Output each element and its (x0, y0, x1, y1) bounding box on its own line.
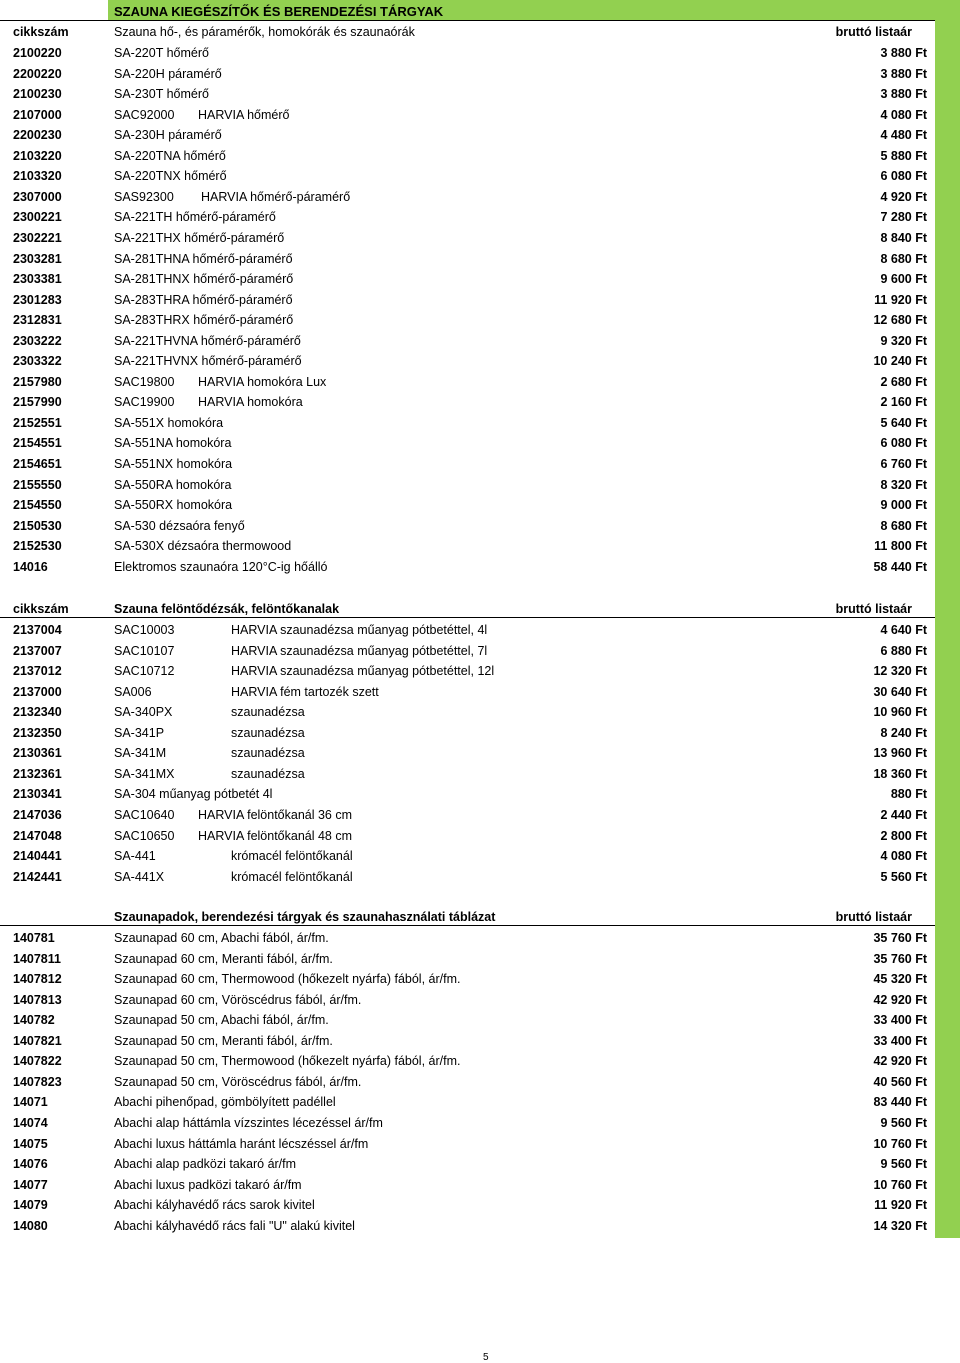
item-price: 42 920 Ft (873, 1054, 927, 1069)
item-description: HARVIA szaunadézsa műanyag pótbetéttel, 4l (231, 623, 488, 637)
table-row (0, 1137, 935, 1157)
item-price: 6 880 Ft (880, 643, 927, 658)
item-price: 11 920 Ft (874, 292, 927, 307)
item-code: 2137000 (13, 684, 62, 699)
table-row (0, 416, 935, 436)
item-model: Szaunapad 50 cm, Vöröscédrus fából, ár/fm. (114, 1074, 362, 1089)
item-price: 83 440 Ft (873, 1095, 927, 1110)
item-description: HARVIA felöntőkanál 36 cm (198, 807, 353, 822)
item-price: 6 080 Ft (880, 169, 927, 184)
item-price: 9 560 Ft (880, 1157, 927, 1172)
item-model: Szaunapad 50 cm, Thermowood (hőkezelt nyárfa) fából, ár/fm. (114, 1054, 461, 1069)
table-row (0, 498, 935, 518)
item-price: 4 920 Ft (880, 189, 927, 204)
table-row (0, 808, 935, 828)
item-code: 14076 (13, 1157, 48, 1172)
item-description: krómacél felöntőkanál (231, 869, 353, 884)
item-price: 11 920 Ft (874, 1198, 927, 1213)
item-code: 14079 (13, 1198, 48, 1213)
table-row (0, 1178, 935, 1198)
item-code: 2130341 (13, 787, 62, 802)
item-model: SA-220H páramérő (114, 66, 222, 81)
item-price: 5 880 Ft (880, 148, 927, 163)
item-model: SA-221THX hőmérő-páramérő (114, 230, 285, 245)
item-code: 2303222 (13, 333, 62, 348)
item-model: SA-550RA homokóra (114, 477, 232, 492)
item-price: 5 640 Ft (880, 415, 927, 430)
divider (0, 925, 935, 926)
item-price: 9 560 Ft (880, 1115, 927, 1130)
page-title: SZAUNA KIEGÉSZÍTŐK ÉS BERENDEZÉSI TÁRGYAK (114, 4, 444, 19)
item-model: SA-220TNA hőmérő (114, 148, 226, 163)
item-price: 4 080 Ft (880, 107, 927, 122)
item-code: 1407821 (13, 1033, 62, 1048)
item-model: SA-441 (114, 849, 156, 864)
item-code: 2100220 (13, 46, 62, 60)
table-row (0, 128, 935, 148)
item-code: 2303281 (13, 251, 62, 266)
item-price: 9 320 Ft (880, 333, 927, 348)
item-code: 1407822 (13, 1054, 62, 1069)
item-price: 12 320 Ft (873, 664, 927, 679)
table-row (0, 108, 935, 128)
item-code: 140782 (13, 1013, 55, 1028)
item-price: 6 760 Ft (880, 457, 927, 471)
item-code: 14080 (13, 1218, 48, 1233)
item-code: 2200220 (13, 66, 62, 81)
item-model: SA-230T hőmérő (114, 87, 209, 102)
item-price: 4 640 Ft (880, 623, 927, 637)
item-model: Abachi pihenőpad, gömbölyített padéllel (114, 1095, 336, 1110)
item-price: 14 320 Ft (873, 1218, 927, 1233)
column-header-price: bruttó listaár (835, 602, 912, 616)
item-code: 2100230 (13, 87, 62, 102)
table-row (0, 952, 935, 972)
item-model: SA-341M (114, 746, 167, 761)
table-row (0, 169, 935, 189)
column-header-price: bruttó listaár (835, 910, 912, 924)
item-code: 2303381 (13, 272, 62, 287)
section-header (0, 910, 935, 930)
item-model: SA-221THVNA hőmérő-páramérő (114, 333, 301, 348)
item-code: 2155550 (13, 477, 62, 492)
item-price: 6 080 Ft (880, 436, 927, 451)
item-model: Abachi kályhavédő rács sarok kivitel (114, 1198, 315, 1213)
item-model: SA-530X dézsaóra thermowood (114, 539, 292, 554)
table-row (0, 1095, 935, 1115)
item-price: 3 880 Ft (880, 87, 927, 102)
section-title: Szauna felöntődézsák, felöntőkanalak (114, 602, 340, 616)
item-description: szaunadézsa (231, 705, 305, 720)
item-price: 8 240 Ft (880, 725, 927, 740)
item-price: 10 240 Ft (873, 354, 927, 369)
item-price: 42 920 Ft (873, 992, 927, 1007)
table-row (0, 1054, 935, 1074)
table-row (0, 644, 935, 664)
item-code: 2103220 (13, 148, 62, 163)
item-description: szaunadézsa (231, 725, 305, 740)
table-row (0, 293, 935, 313)
item-model: SA-283THRA hőmérő-páramérő (114, 292, 293, 307)
item-model: SA-304 műanyag pótbetét 4l (114, 787, 273, 802)
item-price: 4 080 Ft (880, 849, 927, 864)
table-row (0, 931, 935, 951)
item-model: SA-551NA homokóra (114, 436, 232, 451)
item-model: SA006 (114, 684, 152, 699)
item-code: 2307000 (13, 189, 62, 204)
item-model: Abachi luxus háttámla haránt lécszéssel ár/fm (114, 1136, 369, 1151)
table-row (0, 1034, 935, 1054)
item-description: HARVIA szaunadézsa műanyag pótbetéttel, 12l (231, 664, 495, 679)
table-row (0, 705, 935, 725)
item-price: 40 560 Ft (873, 1074, 927, 1089)
item-description: HARVIA hőmérő-páramérő (201, 189, 351, 204)
item-code: 1407811 (13, 951, 61, 966)
item-price: 8 320 Ft (880, 477, 927, 492)
table-row (0, 313, 935, 333)
item-code: 2152530 (13, 539, 62, 554)
table-row (0, 436, 935, 456)
table-row (0, 252, 935, 272)
item-price: 2 800 Ft (880, 828, 927, 843)
item-price: 11 800 Ft (874, 539, 927, 554)
item-model: Szaunapad 50 cm, Meranti fából, ár/fm. (114, 1033, 333, 1048)
item-model: SA-441X (114, 869, 165, 884)
table-row (0, 272, 935, 292)
item-description: HARVIA homokóra (198, 395, 303, 410)
item-code: 2157990 (13, 395, 62, 410)
table-row (0, 664, 935, 684)
table-row (0, 375, 935, 395)
table-row (0, 1198, 935, 1218)
item-model: SA-221THVNX hőmérő-páramérő (114, 354, 302, 369)
table-row (0, 829, 935, 849)
item-price: 4 480 Ft (880, 128, 927, 143)
table-row (0, 395, 935, 415)
table-row (0, 1013, 935, 1033)
item-model: SA-230H páramérő (114, 128, 222, 143)
item-code: 2152551 (13, 415, 62, 430)
table-row (0, 767, 935, 787)
item-code: 2137012 (13, 664, 62, 679)
item-model: Szaunapad 60 cm, Vöröscédrus fából, ár/fm. (114, 992, 362, 1007)
item-model: SA-220T hőmérő (114, 46, 209, 60)
column-header-code: cikkszám (13, 25, 69, 39)
item-description: HARVIA hőmérő (198, 107, 290, 122)
item-model: SAC92000 (114, 107, 175, 122)
item-description: HARVIA fém tartozék szett (231, 684, 379, 699)
item-code: 2147036 (13, 807, 62, 822)
table-row (0, 46, 935, 66)
item-model: SAC19900 (114, 395, 175, 410)
item-price: 9 600 Ft (880, 272, 927, 287)
item-code: 2140441 (13, 849, 62, 864)
item-price: 8 840 Ft (880, 230, 927, 245)
green-side-bar (935, 0, 960, 1238)
item-model: Abachi alap háttámla vízszintes lécezéssel ár/fm (114, 1115, 383, 1130)
section-title: Szauna hő-, és páramérők, homokórák és szaunaórák (114, 25, 415, 39)
item-description: szaunadézsa (231, 766, 305, 781)
item-code: 2312831 (13, 313, 62, 328)
item-code: 2132350 (13, 725, 62, 740)
item-description: HARVIA homokóra Lux (198, 374, 327, 389)
item-price: 12 680 Ft (873, 313, 927, 328)
item-code: 2302221 (13, 230, 62, 245)
item-code: 2150530 (13, 518, 62, 533)
item-code: 14016 (13, 559, 48, 574)
table-row (0, 519, 935, 539)
item-price: 33 400 Ft (873, 1033, 927, 1048)
table-row (0, 334, 935, 354)
item-price: 2 680 Ft (880, 374, 927, 389)
item-model: SA-221TH hőmérő-páramérő (114, 210, 276, 225)
item-code: 14077 (13, 1177, 48, 1192)
item-price: 3 880 Ft (880, 66, 927, 81)
item-model: SA-281THNA hőmérő-páramérő (114, 251, 293, 266)
item-code: 2200230 (13, 128, 62, 143)
item-code: 2300221 (13, 210, 62, 225)
item-price: 35 760 Ft (873, 931, 927, 945)
item-model: SAC10003 (114, 623, 175, 637)
item-code: 2147048 (13, 828, 62, 843)
table-row (0, 746, 935, 766)
item-price: 10 760 Ft (873, 1177, 927, 1192)
item-code: 2137007 (13, 643, 62, 658)
item-price: 35 760 Ft (873, 951, 927, 966)
item-code: 2303322 (13, 354, 62, 369)
table-row (0, 993, 935, 1013)
item-code: 14071 (13, 1095, 48, 1110)
item-model: SAC10712 (114, 664, 175, 679)
item-model: Szaunapad 60 cm, Thermowood (hőkezelt nyárfa) fából, ár/fm. (114, 972, 461, 987)
table-row (0, 870, 935, 890)
table-row (0, 1219, 935, 1239)
item-model: SAS92300 (114, 189, 174, 204)
item-model: Szaunapad 60 cm, Abachi fából, ár/fm. (114, 931, 329, 945)
item-price: 10 760 Ft (873, 1136, 927, 1151)
table-row (0, 726, 935, 746)
item-price: 33 400 Ft (873, 1013, 927, 1028)
item-price: 58 440 Ft (873, 559, 927, 574)
table-row (0, 1075, 935, 1095)
item-description: szaunadézsa (231, 746, 305, 761)
item-code: 1407812 (13, 972, 62, 987)
table-row (0, 787, 935, 807)
item-price: 30 640 Ft (873, 684, 927, 699)
table-row (0, 210, 935, 230)
item-price: 8 680 Ft (880, 251, 927, 266)
table-row (0, 685, 935, 705)
table-row (0, 972, 935, 992)
table-row (0, 231, 935, 251)
table-row (0, 67, 935, 87)
item-code: 140781 (13, 931, 55, 945)
item-model: SA-551X homokóra (114, 415, 224, 430)
item-price: 10 960 Ft (873, 705, 927, 720)
table-row (0, 478, 935, 498)
item-price: 9 000 Ft (880, 498, 927, 513)
item-code: 2154551 (13, 436, 62, 451)
column-header-price: bruttó listaár (835, 25, 912, 39)
item-model: Szaunapad 50 cm, Abachi fából, ár/fm. (114, 1013, 329, 1028)
item-price: 18 360 Ft (873, 766, 927, 781)
item-model: SAC19800 (114, 374, 175, 389)
table-row (0, 849, 935, 869)
section-title: Szaunapadok, berendezési tárgyak és szaunahasználati táblázat (114, 910, 496, 924)
table-row (0, 190, 935, 210)
table-row (0, 354, 935, 374)
item-price: 3 880 Ft (880, 46, 927, 60)
table-row (0, 149, 935, 169)
item-description: HARVIA szaunadézsa műanyag pótbetéttel, 7l (231, 643, 488, 658)
item-model: SA-281THNX hőmérő-páramérő (114, 272, 294, 287)
item-description: HARVIA felöntőkanál 48 cm (198, 828, 353, 843)
item-model: SAC10650 (114, 828, 175, 843)
item-model: Abachi luxus padközi takaró ár/fm (114, 1177, 302, 1192)
table-row (0, 560, 935, 580)
section-header (0, 602, 935, 622)
item-model: SA-341MX (114, 766, 175, 781)
item-model: SA-340PX (114, 705, 173, 720)
item-price: 5 560 Ft (880, 869, 927, 884)
item-code: 2157980 (13, 374, 62, 389)
item-model: SAC10107 (114, 643, 175, 658)
item-model: SA-530 dézsaóra fenyő (114, 518, 245, 533)
item-model: SA-341P (114, 725, 165, 740)
item-code: 14075 (13, 1136, 48, 1151)
item-price: 13 960 Ft (873, 746, 927, 761)
table-row (0, 1116, 935, 1136)
item-model: Abachi kályhavédő rács fali "U" alakú kivitel (114, 1218, 355, 1233)
item-code: 1407823 (13, 1074, 62, 1089)
divider (0, 617, 935, 618)
item-code: 2130361 (13, 746, 62, 761)
table-row (0, 539, 935, 559)
item-code: 2107000 (13, 107, 62, 122)
table-row (0, 457, 935, 477)
item-model: SA-283THRX hőmérő-páramérő (114, 313, 294, 328)
item-description: krómacél felöntőkanál (231, 849, 353, 864)
table-row (0, 87, 935, 107)
item-model: SA-551NX homokóra (114, 457, 233, 471)
item-code: 2154550 (13, 498, 62, 513)
item-model: SA-550RX homokóra (114, 498, 233, 513)
item-price: 7 280 Ft (880, 210, 927, 225)
item-model: Abachi alap padközi takaró ár/fm (114, 1157, 297, 1172)
item-model: SA-220TNX hőmérő (114, 169, 227, 184)
table-row (0, 1157, 935, 1177)
section-header (0, 25, 935, 45)
item-code: 2132361 (13, 766, 62, 781)
divider (0, 20, 935, 21)
item-code: 2154651 (13, 457, 62, 471)
item-code: 2301283 (13, 292, 62, 307)
item-model: Elektromos szaunaóra 120°C-ig hőálló (114, 559, 328, 574)
item-price: 2 160 Ft (880, 395, 927, 410)
item-code: 2137004 (13, 623, 62, 637)
column-header-code: cikkszám (13, 602, 69, 616)
item-model: Szaunapad 60 cm, Meranti fából, ár/fm. (114, 951, 333, 966)
item-price: 8 680 Ft (880, 518, 927, 533)
item-code: 2103320 (13, 169, 62, 184)
item-code: 2142441 (13, 869, 62, 884)
item-code: 1407813 (13, 992, 62, 1007)
item-price: 880 Ft (890, 787, 927, 802)
page-number: 5 (483, 1352, 489, 1363)
item-code: 2132340 (13, 705, 62, 720)
item-price: 2 440 Ft (880, 807, 927, 822)
table-row (0, 623, 935, 643)
item-model: SAC10640 (114, 807, 175, 822)
item-code: 14074 (13, 1115, 48, 1130)
item-price: 45 320 Ft (873, 972, 927, 987)
